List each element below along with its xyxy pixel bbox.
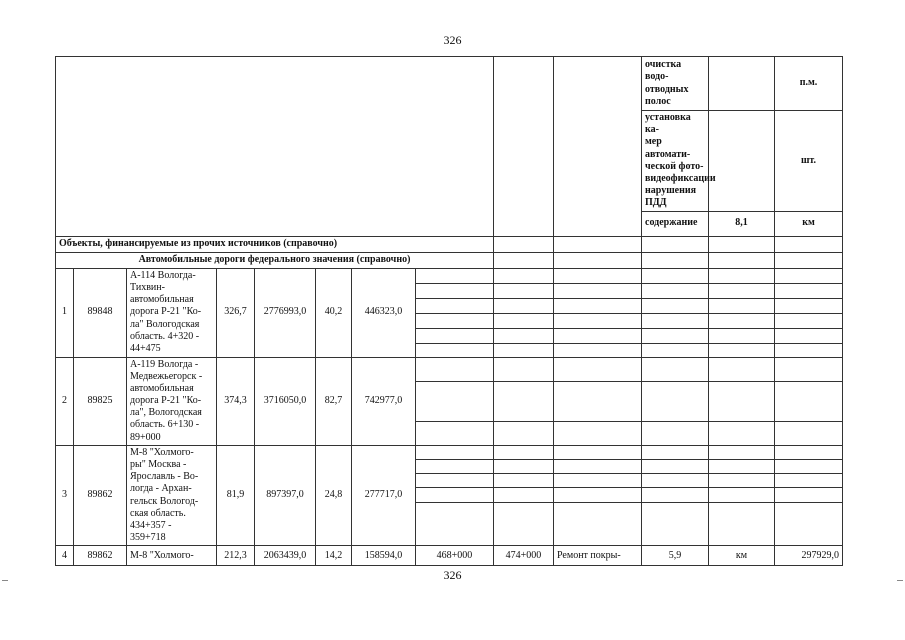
row-number: 1 bbox=[56, 268, 74, 357]
work-name: Ремонт покры- bbox=[554, 546, 642, 566]
section-title: Объекты, финансируемые из прочих источников (справочно) bbox=[56, 236, 494, 252]
blank-area bbox=[56, 57, 494, 237]
work-name: содержание bbox=[642, 211, 709, 236]
object-code: 89848 bbox=[74, 268, 127, 357]
object-percent: 24,8 bbox=[316, 445, 352, 546]
page-number-bottom: 326 bbox=[443, 568, 462, 582]
object-cost: 897397,0 bbox=[255, 445, 316, 546]
object-length: 326,7 bbox=[217, 268, 255, 357]
km-to: 474+000 bbox=[494, 546, 554, 566]
km-from: 468+000 bbox=[416, 546, 494, 566]
object-amount: 446323,0 bbox=[352, 268, 416, 357]
row-number: 3 bbox=[56, 445, 74, 546]
edge-mark bbox=[2, 580, 8, 581]
row-number: 4 bbox=[56, 546, 74, 566]
row-number: 2 bbox=[56, 357, 74, 445]
budget-table bbox=[55, 56, 843, 566]
object-name: М-8 "Холмого- bbox=[127, 546, 217, 566]
page-number-top: 326 bbox=[443, 33, 462, 47]
object-code: 89862 bbox=[74, 546, 127, 566]
table-row bbox=[56, 357, 843, 381]
work-sum: 297929,0 bbox=[775, 546, 843, 566]
work-unit: шт. bbox=[775, 111, 843, 212]
object-cost: 2063439,0 bbox=[255, 546, 316, 566]
work-row-drain-cleaning bbox=[56, 57, 843, 111]
object-code: 89862 bbox=[74, 445, 127, 546]
section-header-row bbox=[56, 236, 843, 252]
object-percent: 40,2 bbox=[316, 268, 352, 357]
object-length: 212,3 bbox=[217, 546, 255, 566]
subsection-header-row bbox=[56, 252, 843, 268]
object-name: А-114 Вологда- Тихвин- автомобильная дорога Р-21 "Ко- ла" Вологодская область. 4+320 - 44+475 bbox=[127, 268, 217, 357]
object-code: 89825 bbox=[74, 357, 127, 445]
edge-mark bbox=[897, 580, 903, 581]
table-row bbox=[56, 268, 843, 283]
work-name: очистка водо- отводных полос bbox=[642, 57, 709, 111]
object-length: 374,3 bbox=[217, 357, 255, 445]
object-amount: 277717,0 bbox=[352, 445, 416, 546]
object-cost: 3716050,0 bbox=[255, 357, 316, 445]
work-unit: км bbox=[709, 546, 775, 566]
object-amount: 158594,0 bbox=[352, 546, 416, 566]
object-length: 81,9 bbox=[217, 445, 255, 546]
subsection-title: Автомобильные дороги федерального значения (справочно) bbox=[56, 252, 494, 268]
object-name: А-119 Вологда - Медвежьегорск - автомобильная дорога Р-21 "Ко- ла", Вологодская область. 6+130 - 89+000 bbox=[127, 357, 217, 445]
work-qty: 5,9 bbox=[642, 546, 709, 566]
object-cost: 2776993,0 bbox=[255, 268, 316, 357]
work-unit: км bbox=[775, 211, 843, 236]
work-name: установка ка- мер автомати- ческой фото- видеофиксации нарушения ПДД bbox=[642, 111, 709, 212]
work-qty: 8,1 bbox=[709, 211, 775, 236]
table-row bbox=[56, 546, 843, 566]
work-unit: п.м. bbox=[775, 57, 843, 111]
object-name: М-8 "Холмого- ры" Москва - Ярославль - Во- логда - Архан- гельск Вологод- ская область. 434+357 - 359+718 bbox=[127, 445, 217, 546]
object-amount: 742977,0 bbox=[352, 357, 416, 445]
object-percent: 82,7 bbox=[316, 357, 352, 445]
object-percent: 14,2 bbox=[316, 546, 352, 566]
table-row bbox=[56, 445, 843, 459]
